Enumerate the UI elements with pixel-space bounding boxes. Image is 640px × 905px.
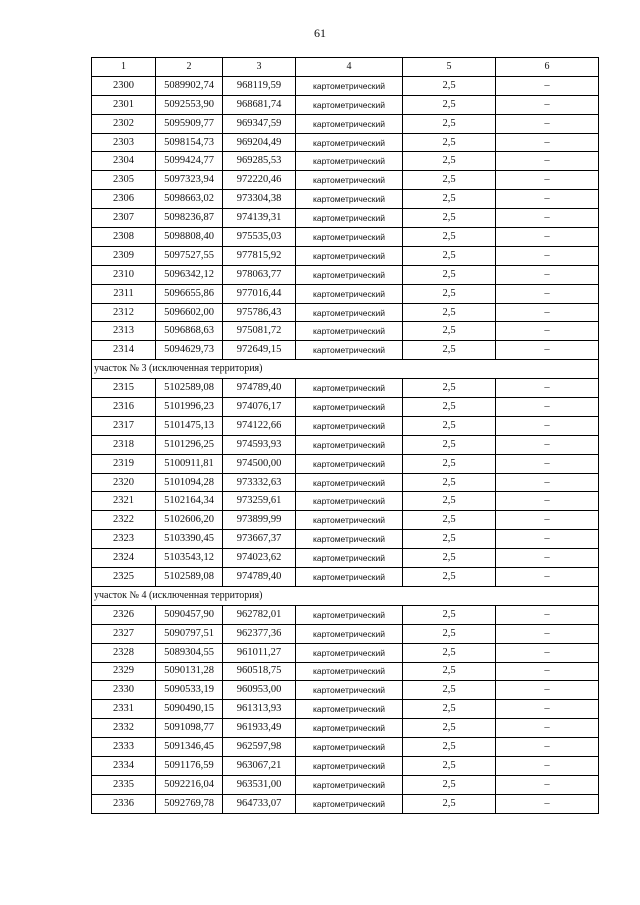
point-number-cell: 2321 bbox=[92, 492, 156, 511]
table-row bbox=[92, 95, 599, 114]
x-coordinate-cell: 5102589,08 bbox=[156, 379, 223, 398]
coordinates-table-body bbox=[92, 58, 599, 814]
point-number-cell: 2334 bbox=[92, 756, 156, 775]
method-cell: картометрический bbox=[296, 114, 403, 133]
method-cell: картометрический bbox=[296, 568, 403, 587]
accuracy-cell: 2,5 bbox=[403, 209, 496, 228]
accuracy-cell: 2,5 bbox=[403, 738, 496, 757]
table-row bbox=[92, 794, 599, 813]
y-coordinate-cell: 960953,00 bbox=[223, 681, 296, 700]
y-coordinate-cell: 973259,61 bbox=[223, 492, 296, 511]
table-row bbox=[92, 700, 599, 719]
accuracy-cell: 2,5 bbox=[403, 265, 496, 284]
column-header: 4 bbox=[296, 58, 403, 77]
table-row bbox=[92, 473, 599, 492]
x-coordinate-cell: 5098808,40 bbox=[156, 228, 223, 247]
point-number-cell: 2309 bbox=[92, 246, 156, 265]
method-cell: картометрический bbox=[296, 473, 403, 492]
table-row bbox=[92, 228, 599, 247]
y-coordinate-cell: 974122,66 bbox=[223, 416, 296, 435]
point-number-cell: 2335 bbox=[92, 775, 156, 794]
note-cell: – bbox=[496, 605, 599, 624]
accuracy-cell: 2,5 bbox=[403, 228, 496, 247]
x-coordinate-cell: 5091346,45 bbox=[156, 738, 223, 757]
method-cell: картометрический bbox=[296, 775, 403, 794]
method-cell: картометрический bbox=[296, 511, 403, 530]
accuracy-cell: 2,5 bbox=[403, 152, 496, 171]
method-cell: картометрический bbox=[296, 284, 403, 303]
accuracy-cell: 2,5 bbox=[403, 171, 496, 190]
note-cell: – bbox=[496, 114, 599, 133]
x-coordinate-cell: 5099424,77 bbox=[156, 152, 223, 171]
x-coordinate-cell: 5092553,90 bbox=[156, 95, 223, 114]
point-number-cell: 2322 bbox=[92, 511, 156, 530]
method-cell: картометрический bbox=[296, 681, 403, 700]
y-coordinate-cell: 975081,72 bbox=[223, 322, 296, 341]
note-cell: – bbox=[496, 794, 599, 813]
note-cell: – bbox=[496, 398, 599, 417]
x-coordinate-cell: 5098663,02 bbox=[156, 190, 223, 209]
point-number-cell: 2336 bbox=[92, 794, 156, 813]
method-cell: картометрический bbox=[296, 171, 403, 190]
x-coordinate-cell: 5090131,28 bbox=[156, 662, 223, 681]
table-row bbox=[92, 209, 599, 228]
note-cell: – bbox=[496, 435, 599, 454]
note-cell: – bbox=[496, 95, 599, 114]
section-row bbox=[92, 360, 599, 379]
note-cell: – bbox=[496, 341, 599, 360]
accuracy-cell: 2,5 bbox=[403, 416, 496, 435]
method-cell: картометрический bbox=[296, 76, 403, 95]
y-coordinate-cell: 978063,77 bbox=[223, 265, 296, 284]
x-coordinate-cell: 5091098,77 bbox=[156, 719, 223, 738]
x-coordinate-cell: 5096655,86 bbox=[156, 284, 223, 303]
note-cell: – bbox=[496, 152, 599, 171]
table-row bbox=[92, 265, 599, 284]
method-cell: картометрический bbox=[296, 756, 403, 775]
accuracy-cell: 2,5 bbox=[403, 794, 496, 813]
note-cell: – bbox=[496, 643, 599, 662]
point-number-cell: 2325 bbox=[92, 568, 156, 587]
x-coordinate-cell: 5098154,73 bbox=[156, 133, 223, 152]
table-row bbox=[92, 398, 599, 417]
method-cell: картометрический bbox=[296, 246, 403, 265]
y-coordinate-cell: 961313,93 bbox=[223, 700, 296, 719]
point-number-cell: 2312 bbox=[92, 303, 156, 322]
method-cell: картометрический bbox=[296, 322, 403, 341]
x-coordinate-cell: 5100911,81 bbox=[156, 454, 223, 473]
table-row bbox=[92, 624, 599, 643]
y-coordinate-cell: 963531,00 bbox=[223, 775, 296, 794]
table-row bbox=[92, 152, 599, 171]
method-cell: картометрический bbox=[296, 265, 403, 284]
column-header: 3 bbox=[223, 58, 296, 77]
note-cell: – bbox=[496, 511, 599, 530]
y-coordinate-cell: 969285,53 bbox=[223, 152, 296, 171]
table-row bbox=[92, 322, 599, 341]
point-number-cell: 2315 bbox=[92, 379, 156, 398]
note-cell: – bbox=[496, 228, 599, 247]
table-row bbox=[92, 662, 599, 681]
method-cell: картометрический bbox=[296, 719, 403, 738]
x-coordinate-cell: 5101475,13 bbox=[156, 416, 223, 435]
y-coordinate-cell: 972220,46 bbox=[223, 171, 296, 190]
table-row bbox=[92, 681, 599, 700]
y-coordinate-cell: 969347,59 bbox=[223, 114, 296, 133]
x-coordinate-cell: 5101996,23 bbox=[156, 398, 223, 417]
accuracy-cell: 2,5 bbox=[403, 435, 496, 454]
accuracy-cell: 2,5 bbox=[403, 379, 496, 398]
point-number-cell: 2302 bbox=[92, 114, 156, 133]
column-header: 5 bbox=[403, 58, 496, 77]
table-row bbox=[92, 549, 599, 568]
y-coordinate-cell: 975535,03 bbox=[223, 228, 296, 247]
method-cell: картометрический bbox=[296, 738, 403, 757]
method-cell: картометрический bbox=[296, 435, 403, 454]
method-cell: картометрический bbox=[296, 530, 403, 549]
point-number-cell: 2329 bbox=[92, 662, 156, 681]
x-coordinate-cell: 5092216,04 bbox=[156, 775, 223, 794]
note-cell: – bbox=[496, 530, 599, 549]
note-cell: – bbox=[496, 379, 599, 398]
accuracy-cell: 2,5 bbox=[403, 511, 496, 530]
method-cell: картометрический bbox=[296, 605, 403, 624]
accuracy-cell: 2,5 bbox=[403, 190, 496, 209]
note-cell: – bbox=[496, 681, 599, 700]
note-cell: – bbox=[496, 662, 599, 681]
accuracy-cell: 2,5 bbox=[403, 246, 496, 265]
table-row bbox=[92, 530, 599, 549]
y-coordinate-cell: 964733,07 bbox=[223, 794, 296, 813]
x-coordinate-cell: 5097527,55 bbox=[156, 246, 223, 265]
x-coordinate-cell: 5089304,55 bbox=[156, 643, 223, 662]
method-cell: картометрический bbox=[296, 492, 403, 511]
method-cell: картометрический bbox=[296, 379, 403, 398]
x-coordinate-cell: 5089902,74 bbox=[156, 76, 223, 95]
x-coordinate-cell: 5091176,59 bbox=[156, 756, 223, 775]
note-cell: – bbox=[496, 322, 599, 341]
note-cell: – bbox=[496, 171, 599, 190]
accuracy-cell: 2,5 bbox=[403, 341, 496, 360]
point-number-cell: 2306 bbox=[92, 190, 156, 209]
table-row bbox=[92, 756, 599, 775]
x-coordinate-cell: 5097323,94 bbox=[156, 171, 223, 190]
method-cell: картометрический bbox=[296, 228, 403, 247]
table-row bbox=[92, 341, 599, 360]
y-coordinate-cell: 968681,74 bbox=[223, 95, 296, 114]
accuracy-cell: 2,5 bbox=[403, 133, 496, 152]
point-number-cell: 2326 bbox=[92, 605, 156, 624]
accuracy-cell: 2,5 bbox=[403, 530, 496, 549]
x-coordinate-cell: 5102606,20 bbox=[156, 511, 223, 530]
note-cell: – bbox=[496, 76, 599, 95]
method-cell: картометрический bbox=[296, 794, 403, 813]
y-coordinate-cell: 962377,36 bbox=[223, 624, 296, 643]
table-row bbox=[92, 133, 599, 152]
x-coordinate-cell: 5090533,19 bbox=[156, 681, 223, 700]
point-number-cell: 2331 bbox=[92, 700, 156, 719]
point-number-cell: 2307 bbox=[92, 209, 156, 228]
point-number-cell: 2301 bbox=[92, 95, 156, 114]
point-number-cell: 2320 bbox=[92, 473, 156, 492]
y-coordinate-cell: 962597,98 bbox=[223, 738, 296, 757]
accuracy-cell: 2,5 bbox=[403, 700, 496, 719]
point-number-cell: 2319 bbox=[92, 454, 156, 473]
table-row bbox=[92, 454, 599, 473]
table-row bbox=[92, 605, 599, 624]
accuracy-cell: 2,5 bbox=[403, 568, 496, 587]
method-cell: картометрический bbox=[296, 416, 403, 435]
x-coordinate-cell: 5101094,28 bbox=[156, 473, 223, 492]
table-row bbox=[92, 171, 599, 190]
point-number-cell: 2304 bbox=[92, 152, 156, 171]
accuracy-cell: 2,5 bbox=[403, 681, 496, 700]
accuracy-cell: 2,5 bbox=[403, 398, 496, 417]
point-number-cell: 2324 bbox=[92, 549, 156, 568]
x-coordinate-cell: 5101296,25 bbox=[156, 435, 223, 454]
note-cell: – bbox=[496, 416, 599, 435]
y-coordinate-cell: 974076,17 bbox=[223, 398, 296, 417]
x-coordinate-cell: 5090457,90 bbox=[156, 605, 223, 624]
y-coordinate-cell: 972649,15 bbox=[223, 341, 296, 360]
y-coordinate-cell: 977016,44 bbox=[223, 284, 296, 303]
accuracy-cell: 2,5 bbox=[403, 114, 496, 133]
note-cell: – bbox=[496, 454, 599, 473]
point-number-cell: 2318 bbox=[92, 435, 156, 454]
y-coordinate-cell: 960518,75 bbox=[223, 662, 296, 681]
y-coordinate-cell: 969204,49 bbox=[223, 133, 296, 152]
note-cell: – bbox=[496, 246, 599, 265]
point-number-cell: 2328 bbox=[92, 643, 156, 662]
accuracy-cell: 2,5 bbox=[403, 756, 496, 775]
x-coordinate-cell: 5102589,08 bbox=[156, 568, 223, 587]
y-coordinate-cell: 961933,49 bbox=[223, 719, 296, 738]
y-coordinate-cell: 974139,31 bbox=[223, 209, 296, 228]
y-coordinate-cell: 974789,40 bbox=[223, 568, 296, 587]
point-number-cell: 2316 bbox=[92, 398, 156, 417]
accuracy-cell: 2,5 bbox=[403, 775, 496, 794]
column-header: 2 bbox=[156, 58, 223, 77]
point-number-cell: 2310 bbox=[92, 265, 156, 284]
accuracy-cell: 2,5 bbox=[403, 473, 496, 492]
accuracy-cell: 2,5 bbox=[403, 303, 496, 322]
y-coordinate-cell: 977815,92 bbox=[223, 246, 296, 265]
point-number-cell: 2300 bbox=[92, 76, 156, 95]
table-header-row bbox=[92, 58, 599, 77]
x-coordinate-cell: 5103390,45 bbox=[156, 530, 223, 549]
method-cell: картометрический bbox=[296, 643, 403, 662]
note-cell: – bbox=[496, 209, 599, 228]
table-row bbox=[92, 492, 599, 511]
section-label: участок № 3 (исключенная территория) bbox=[92, 360, 599, 379]
method-cell: картометрический bbox=[296, 190, 403, 209]
accuracy-cell: 2,5 bbox=[403, 662, 496, 681]
method-cell: картометрический bbox=[296, 549, 403, 568]
note-cell: – bbox=[496, 756, 599, 775]
y-coordinate-cell: 975786,43 bbox=[223, 303, 296, 322]
section-label: участок № 4 (исключенная территория) bbox=[92, 586, 599, 605]
x-coordinate-cell: 5096342,12 bbox=[156, 265, 223, 284]
x-coordinate-cell: 5103543,12 bbox=[156, 549, 223, 568]
note-cell: – bbox=[496, 473, 599, 492]
x-coordinate-cell: 5096602,00 bbox=[156, 303, 223, 322]
point-number-cell: 2330 bbox=[92, 681, 156, 700]
accuracy-cell: 2,5 bbox=[403, 624, 496, 643]
method-cell: картометрический bbox=[296, 303, 403, 322]
y-coordinate-cell: 974023,62 bbox=[223, 549, 296, 568]
table-row bbox=[92, 719, 599, 738]
point-number-cell: 2327 bbox=[92, 624, 156, 643]
x-coordinate-cell: 5098236,87 bbox=[156, 209, 223, 228]
table-row bbox=[92, 643, 599, 662]
section-row bbox=[92, 586, 599, 605]
accuracy-cell: 2,5 bbox=[403, 76, 496, 95]
note-cell: – bbox=[496, 190, 599, 209]
point-number-cell: 2333 bbox=[92, 738, 156, 757]
y-coordinate-cell: 973332,63 bbox=[223, 473, 296, 492]
note-cell: – bbox=[496, 700, 599, 719]
point-number-cell: 2317 bbox=[92, 416, 156, 435]
table-row bbox=[92, 190, 599, 209]
accuracy-cell: 2,5 bbox=[403, 605, 496, 624]
table-row bbox=[92, 246, 599, 265]
accuracy-cell: 2,5 bbox=[403, 284, 496, 303]
table-row bbox=[92, 379, 599, 398]
method-cell: картометрический bbox=[296, 95, 403, 114]
x-coordinate-cell: 5092769,78 bbox=[156, 794, 223, 813]
table-row bbox=[92, 284, 599, 303]
point-number-cell: 2332 bbox=[92, 719, 156, 738]
method-cell: картометрический bbox=[296, 662, 403, 681]
accuracy-cell: 2,5 bbox=[403, 549, 496, 568]
accuracy-cell: 2,5 bbox=[403, 492, 496, 511]
x-coordinate-cell: 5090797,51 bbox=[156, 624, 223, 643]
page-number: 61 bbox=[314, 26, 326, 40]
point-number-cell: 2323 bbox=[92, 530, 156, 549]
y-coordinate-cell: 963067,21 bbox=[223, 756, 296, 775]
y-coordinate-cell: 973899,99 bbox=[223, 511, 296, 530]
note-cell: – bbox=[496, 775, 599, 794]
method-cell: картометрический bbox=[296, 133, 403, 152]
method-cell: картометрический bbox=[296, 700, 403, 719]
column-header: 6 bbox=[496, 58, 599, 77]
method-cell: картометрический bbox=[296, 341, 403, 360]
table-row bbox=[92, 303, 599, 322]
table-row bbox=[92, 511, 599, 530]
y-coordinate-cell: 973667,37 bbox=[223, 530, 296, 549]
accuracy-cell: 2,5 bbox=[403, 454, 496, 473]
point-number-cell: 2305 bbox=[92, 171, 156, 190]
point-number-cell: 2311 bbox=[92, 284, 156, 303]
y-coordinate-cell: 974789,40 bbox=[223, 379, 296, 398]
point-number-cell: 2308 bbox=[92, 228, 156, 247]
point-number-cell: 2313 bbox=[92, 322, 156, 341]
x-coordinate-cell: 5095909,77 bbox=[156, 114, 223, 133]
method-cell: картометрический bbox=[296, 624, 403, 643]
method-cell: картометрический bbox=[296, 454, 403, 473]
accuracy-cell: 2,5 bbox=[403, 322, 496, 341]
method-cell: картометрический bbox=[296, 152, 403, 171]
x-coordinate-cell: 5090490,15 bbox=[156, 700, 223, 719]
y-coordinate-cell: 962782,01 bbox=[223, 605, 296, 624]
method-cell: картометрический bbox=[296, 398, 403, 417]
accuracy-cell: 2,5 bbox=[403, 719, 496, 738]
y-coordinate-cell: 974593,93 bbox=[223, 435, 296, 454]
table-row bbox=[92, 775, 599, 794]
x-coordinate-cell: 5102164,34 bbox=[156, 492, 223, 511]
coordinates-table bbox=[91, 57, 599, 814]
accuracy-cell: 2,5 bbox=[403, 95, 496, 114]
accuracy-cell: 2,5 bbox=[403, 643, 496, 662]
table-row bbox=[92, 435, 599, 454]
note-cell: – bbox=[496, 624, 599, 643]
y-coordinate-cell: 961011,27 bbox=[223, 643, 296, 662]
note-cell: – bbox=[496, 265, 599, 284]
note-cell: – bbox=[496, 492, 599, 511]
point-number-cell: 2303 bbox=[92, 133, 156, 152]
table-row bbox=[92, 76, 599, 95]
y-coordinate-cell: 974500,00 bbox=[223, 454, 296, 473]
note-cell: – bbox=[496, 719, 599, 738]
table-row bbox=[92, 416, 599, 435]
method-cell: картометрический bbox=[296, 209, 403, 228]
table-row bbox=[92, 114, 599, 133]
note-cell: – bbox=[496, 549, 599, 568]
note-cell: – bbox=[496, 133, 599, 152]
y-coordinate-cell: 968119,59 bbox=[223, 76, 296, 95]
note-cell: – bbox=[496, 284, 599, 303]
column-header: 1 bbox=[92, 58, 156, 77]
x-coordinate-cell: 5094629,73 bbox=[156, 341, 223, 360]
note-cell: – bbox=[496, 738, 599, 757]
point-number-cell: 2314 bbox=[92, 341, 156, 360]
note-cell: – bbox=[496, 303, 599, 322]
y-coordinate-cell: 973304,38 bbox=[223, 190, 296, 209]
note-cell: – bbox=[496, 568, 599, 587]
table-row bbox=[92, 568, 599, 587]
x-coordinate-cell: 5096868,63 bbox=[156, 322, 223, 341]
table-row bbox=[92, 738, 599, 757]
